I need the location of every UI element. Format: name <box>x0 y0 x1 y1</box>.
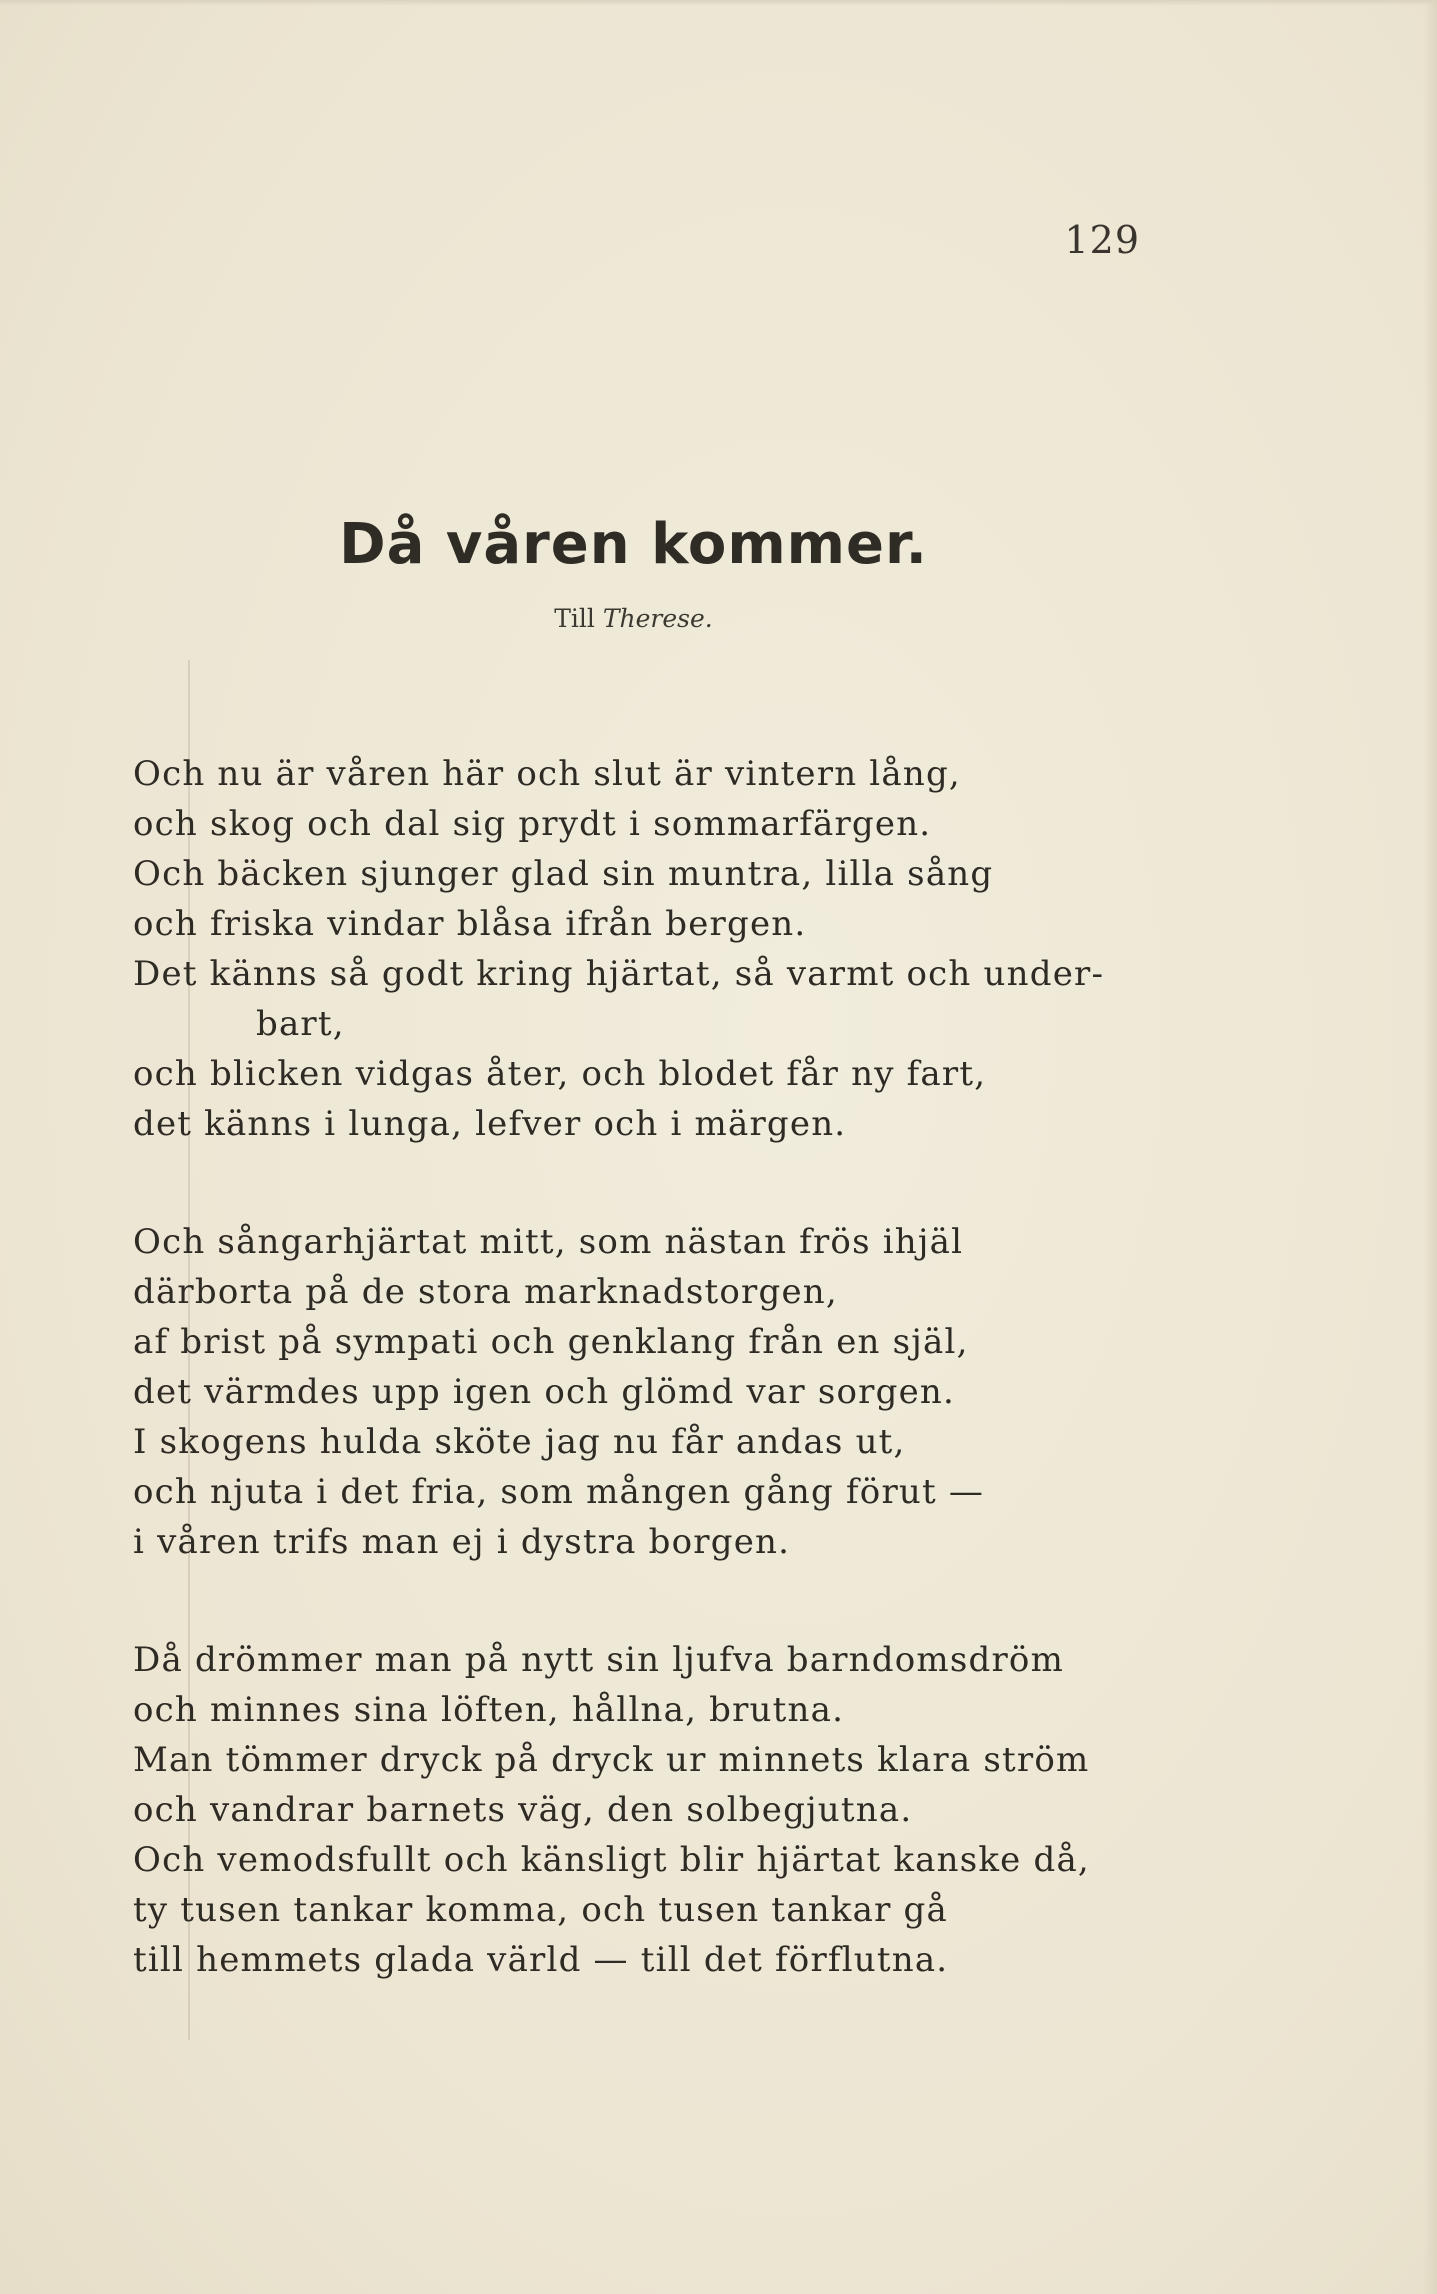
poem-line: Och nu är våren här och slut är vintern lång, <box>133 754 961 794</box>
poem-line: det värmdes upp igen och glömd var sorgen. <box>133 1372 956 1412</box>
poem-line: och friska vindar blåsa ifrån bergen. <box>133 904 807 944</box>
poem-line: ty tusen tankar komma, och tusen tankar gå <box>133 1890 948 1930</box>
page-number: 129 <box>1064 218 1140 262</box>
poem-line: till hemmets glada värld — till det förflutna. <box>133 1940 949 1980</box>
poem-line: därborta på de stora marknadstorgen, <box>133 1272 838 1312</box>
poem-title-row <box>0 512 1437 577</box>
poem-line: och skog och dal sig prydt i sommarfärgen. <box>133 804 932 844</box>
poem-line: och blicken vidgas åter, och blodet får ny fart, <box>133 1054 987 1094</box>
dedication-name: Therese. <box>602 604 713 633</box>
poem-line-continuation: bart, <box>256 1004 345 1044</box>
poem-line: och vandrar barnets väg, den solbegjutna. <box>133 1790 913 1830</box>
page-right-edge <box>1423 0 1437 2294</box>
poem-line: och njuta i det fria, som mången gång förut — <box>133 1472 985 1512</box>
poem-line: Man tömmer dryck på dryck ur minnets klara ström <box>133 1740 1090 1780</box>
poem-line: och minnes sina löften, hållna, brutna. <box>133 1690 845 1730</box>
stanza-1 <box>133 749 1153 1149</box>
dedication-row <box>0 604 1437 633</box>
poem-title: Då våren kommer. <box>339 512 928 577</box>
poem-line: i våren trifs man ej i dystra borgen. <box>133 1522 791 1562</box>
poem-line: Då drömmer man på nytt sin ljufva barndomsdröm <box>133 1640 1065 1680</box>
poem-line: af brist på sympati och genklang från en själ, <box>133 1322 969 1362</box>
page-top-edge <box>0 0 1437 6</box>
poem-line: I skogens hulda sköte jag nu får andas ut, <box>133 1422 906 1462</box>
poem-line: Det känns så godt kring hjärtat, så varmt och under- <box>133 954 1105 994</box>
dedication <box>554 604 713 633</box>
poem-line: Och sångarhjärtat mitt, som nästan frös ihjäl <box>133 1222 964 1262</box>
stanza-2 <box>133 1217 1153 1567</box>
dedication-prefix: Till <box>554 604 603 633</box>
poem-line: det känns i lunga, lefver och i märgen. <box>133 1104 847 1144</box>
stanza-3 <box>133 1635 1153 1985</box>
poem-line: Och vemodsfullt och känsligt blir hjärtat kanske då, <box>133 1840 1090 1880</box>
poem-line: Och bäcken sjunger glad sin muntra, lilla sång <box>133 854 994 894</box>
